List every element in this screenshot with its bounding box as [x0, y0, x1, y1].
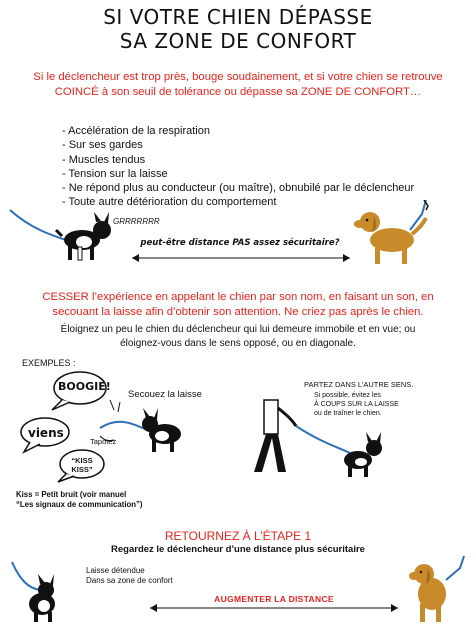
arrow-head-left	[150, 604, 157, 612]
boston-terrier-icon	[29, 574, 55, 622]
symptom-list	[62, 124, 414, 210]
move-away-text: Éloignez un peu le chien du déclencheur qui lui demeure immobile et en vue; ou éloignez-vous dans le sens opposé, ou en diagonale.	[60, 324, 416, 349]
bubble-text-kiss: “KISS KISS”	[71, 456, 93, 474]
leash-line	[296, 426, 352, 454]
title-line-2: SA ZONE DE CONFORT	[119, 29, 357, 53]
trigger-dog-icon	[354, 212, 426, 264]
leash-line	[10, 210, 72, 242]
boston-terrier-icon	[56, 212, 111, 260]
increase-distance-label: AUGMENTER LA DISTANCE	[214, 594, 334, 604]
kiss-note-line-2: “Les signaux de communication”)	[16, 500, 143, 509]
bubble-text-boogie: BOOGIE!	[58, 380, 111, 393]
motion-lines	[110, 400, 120, 412]
loose-leash-note	[86, 566, 173, 586]
intro-text: Si le déclencheur est trop près, bouge soudainement, et si votre chien se retrouve COINCÉ à son seuil de tolérance ou dépasse sa ZONE DE CONFORT…	[33, 71, 443, 98]
stop-instruction: CESSER l’expérience en appelant le chien par son nom, en faisant un son, en secouant la laisse afin d’obtenir son attention. Ne criez pas après le chien.	[42, 291, 434, 318]
leash-line	[100, 422, 148, 430]
walk-away-title: PARTEZ DANS L’AUTRE SENS.	[304, 380, 414, 389]
loose-leash-line-2: Dans sa zone de confort	[86, 576, 173, 585]
title-line-1: SI VOTRE CHIEN DÉPASSE	[103, 5, 373, 29]
symptom-item: - Sur ses gardes	[62, 139, 143, 152]
return-title: RETOURNEZ À L’ÉTAPE 1	[164, 529, 312, 543]
symptom-item: - Muscles tendus	[62, 153, 146, 166]
arrow-head-right	[343, 254, 350, 262]
symptom-item: - Tension sur la laisse	[62, 167, 168, 180]
return-subtitle: Regardez le déclencheur d’une distance plus sécuritaire	[111, 544, 365, 555]
symptom-item: - Ne répond plus au conducteur (ou maître), obnubilé par le déclencheur	[62, 182, 415, 195]
boston-terrier-icon	[344, 432, 382, 477]
symptom-item: - Accélération de la respiration	[62, 125, 210, 137]
boston-terrier-icon	[142, 408, 181, 452]
walk-away-line: À COUPS SUR LA LAISSE	[314, 401, 399, 408]
leash-line	[12, 562, 40, 590]
walk-away-line: Si possible, évitez les	[314, 392, 381, 399]
kiss-note-line-1: Kiss = Petit bruit (voir manuel	[16, 490, 127, 499]
distance-question: peut-être distance PAS assez sécuritaire?	[140, 238, 340, 248]
walk-away-line: ou de traîner le chien.	[314, 410, 382, 417]
arrow-head-left	[132, 254, 139, 262]
kiss-note	[16, 490, 143, 510]
tapotez-label: Tapotez	[90, 437, 117, 446]
person-icon	[254, 400, 296, 472]
examples-label: EXEMPLES :	[22, 358, 76, 368]
trigger-leash-line	[446, 556, 464, 580]
symptom-item: - Toute autre détérioration du comportement	[62, 196, 277, 209]
reactive-dog-scene	[0, 200, 476, 270]
bubble-text-viens: viens	[28, 426, 64, 440]
arrow-head-right	[391, 604, 398, 612]
loose-leash-line-1: Laisse détendue	[86, 566, 145, 575]
growl-text: GRRRRRRR	[113, 217, 160, 226]
shake-leash-label: Secouez la laisse	[128, 389, 202, 400]
trigger-dog-icon	[409, 564, 446, 622]
